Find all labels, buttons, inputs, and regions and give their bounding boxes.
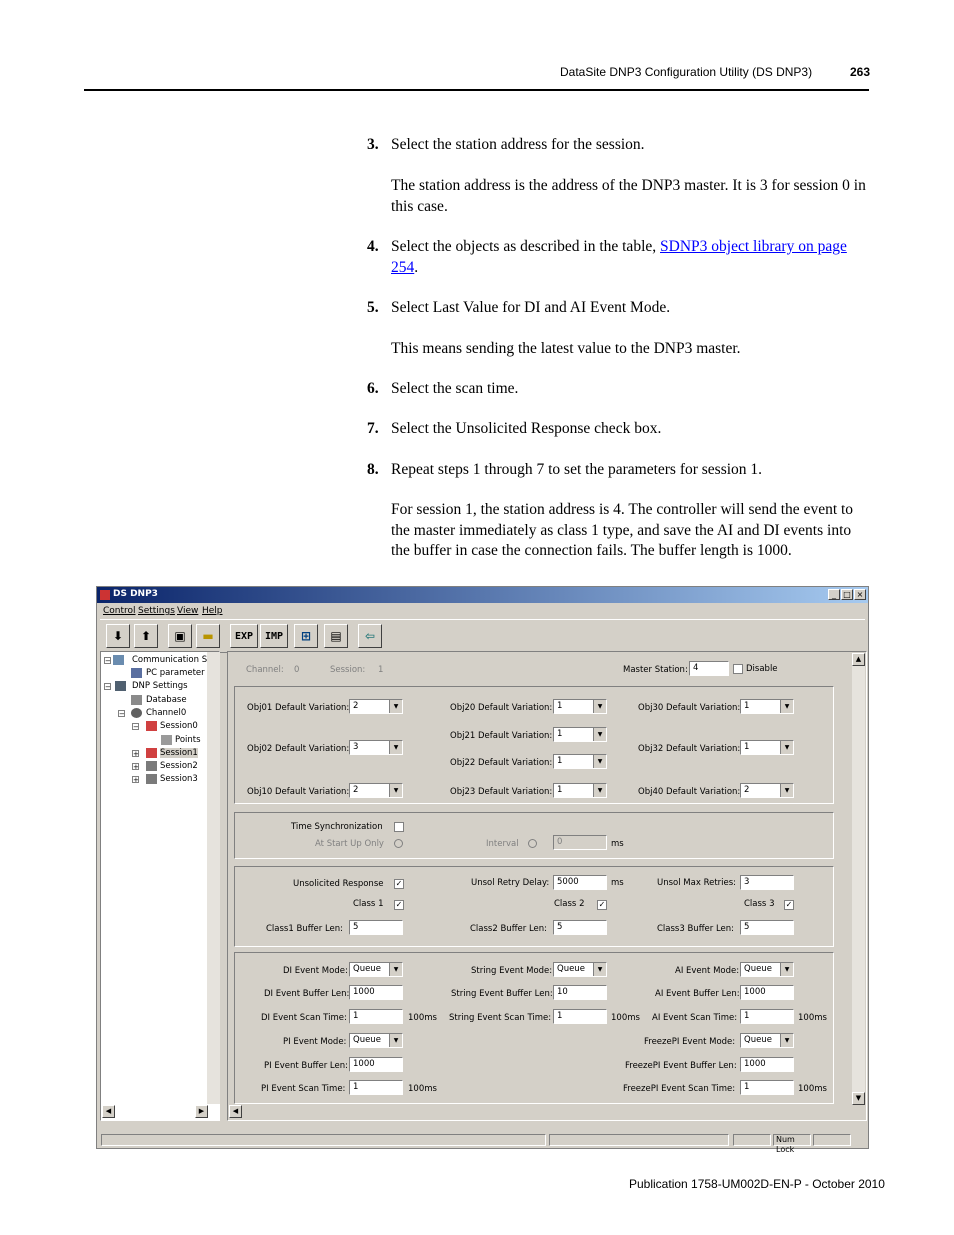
save-button[interactable] [168, 624, 192, 648]
session-icon [146, 761, 157, 771]
session-icon [146, 774, 157, 784]
class1-label: Class 1 [353, 899, 384, 909]
points-icon [161, 735, 172, 745]
import-button[interactable]: IMP [260, 624, 288, 648]
step-6: 6. Select the scan time. [367, 380, 519, 397]
pi-event-mode-label: PI Event Mode: [283, 1037, 347, 1047]
numlock-indicator: Num Lock [773, 1134, 811, 1146]
obj40-label: Obj40 Default Variation: [638, 787, 741, 797]
step-4: 4. Select the objects as described in the table, [367, 238, 657, 255]
expand-icon[interactable]: + [133, 763, 139, 771]
class3-buffer-input[interactable]: 5 [740, 920, 794, 935]
step-5: 5. Select Last Value for DI and AI Event Mode. [367, 299, 671, 316]
obj40-select[interactable]: 2 ▼ [740, 783, 794, 798]
unsol-retry-input[interactable]: 5000 [553, 875, 607, 890]
chevron-down-icon: ▼ [780, 700, 793, 713]
di-scan-unit: 100ms [408, 1013, 437, 1023]
string-event-scan-label: String Event Scan Time: [449, 1013, 552, 1023]
step-4-body: SDNP3 object library on page 254. [391, 238, 847, 276]
ai-event-buffer-input[interactable]: 1000 [740, 985, 794, 1000]
string-scan-unit: 100ms [611, 1013, 640, 1023]
disable-label: Disable [746, 664, 778, 674]
retry-unit: ms [611, 878, 624, 888]
step-7: 7. Select the Unsolicited Response check box. [367, 420, 662, 437]
gear-icon [131, 708, 142, 718]
obj22-select[interactable]: 1 ▼ [553, 754, 607, 769]
pi-event-buffer-label: PI Event Buffer Len: [264, 1061, 348, 1071]
obj30-select[interactable]: 1 ▼ [740, 699, 794, 714]
start-up-only-label: At Start Up Only [315, 839, 384, 849]
wrench-icon [115, 681, 126, 691]
scroll-up-button[interactable]: ▲ [852, 653, 865, 666]
status-bar [97, 1132, 868, 1154]
obj10-label: Obj10 Default Variation: [247, 787, 350, 797]
disable-checkbox[interactable] [733, 664, 743, 674]
pi-event-scan-input[interactable]: 1 [349, 1080, 403, 1095]
string-event-buffer-label: String Event Buffer Len: [451, 989, 553, 999]
obj10-select[interactable]: 2 ▼ [349, 783, 403, 798]
obj23-label: Obj23 Default Variation: [450, 787, 553, 797]
class1-checkbox[interactable]: ✓ [395, 900, 403, 909]
export-button[interactable]: EXP [230, 624, 258, 648]
ds-dnp3-window [96, 586, 869, 1154]
di-event-buffer-label: DI Event Buffer Len: [264, 989, 350, 999]
tree-vertical-scrollbar[interactable] [207, 652, 220, 1104]
chevron-down-icon: ▼ [593, 784, 606, 797]
string-event-scan-input[interactable]: 1 [553, 1009, 607, 1024]
status-pane [813, 1134, 851, 1146]
freezepi-event-buffer-label: FreezePI Event Buffer Len: [625, 1061, 737, 1071]
database-icon [131, 695, 142, 705]
freezepi-event-scan-label: FreezePI Event Scan Time: [623, 1084, 736, 1094]
unsolicited-group [234, 866, 834, 947]
ai-event-mode-label: AI Event Mode: [675, 966, 740, 976]
step-8: 8. Repeat steps 1 through 7 to set the parameters for session 1. [367, 461, 763, 478]
freezepi-event-mode-label: FreezePI Event Mode: [644, 1037, 736, 1047]
network-icon: ⊞ [300, 629, 312, 643]
exit-button[interactable] [358, 624, 382, 648]
tree-item-session2[interactable]: Session2 [160, 761, 198, 771]
ai-event-mode-select[interactable]: Queue ▼ [740, 962, 794, 977]
chevron-down-icon: ▼ [389, 700, 402, 713]
obj21-label: Obj21 Default Variation: [450, 731, 553, 741]
class3-buffer-label: Class3 Buffer Len: [657, 924, 735, 934]
menu-bar [97, 604, 868, 618]
unsol-response-label: Unsolicited Response [293, 879, 384, 889]
time-sync-checkbox[interactable] [394, 822, 404, 832]
status-pane [549, 1134, 729, 1146]
pi-event-mode-select[interactable]: Queue ▼ [349, 1033, 403, 1048]
menu-help[interactable]: Help [202, 606, 223, 616]
unsol-retry-label: Unsol Retry Delay: [471, 878, 550, 888]
scroll-right-button[interactable]: ▶ [195, 1105, 208, 1118]
minimize-button[interactable]: _ [828, 589, 840, 600]
tree-item-communication[interactable]: Communication S [132, 655, 208, 665]
chevron-down-icon: ▼ [780, 963, 793, 976]
unsol-max-retries-label: Unsol Max Retries: [657, 878, 737, 888]
chevron-down-icon: ▼ [593, 700, 606, 713]
header-rule [84, 89, 869, 91]
obj20-label: Obj20 Default Variation: [450, 703, 553, 713]
freezepi-event-scan-input[interactable]: 1 [740, 1080, 794, 1095]
save-icon: ▣ [174, 629, 186, 643]
download-icon: ⬇ [112, 629, 124, 643]
string-event-buffer-input[interactable]: 10 [553, 985, 607, 1000]
interval-unit: ms [611, 839, 624, 849]
di-event-mode-select[interactable]: Queue ▼ [349, 962, 403, 977]
chevron-down-icon: ▼ [780, 1034, 793, 1047]
class3-label: Class 3 [744, 899, 775, 909]
chevron-down-icon: ▼ [389, 963, 402, 976]
freezepi-scan-unit: 100ms [798, 1084, 827, 1094]
page-number: 263 [850, 65, 871, 79]
class2-checkbox[interactable]: ✓ [598, 900, 606, 909]
freezepi-event-buffer-input[interactable]: 1000 [740, 1057, 794, 1072]
status-pane-main [101, 1134, 546, 1146]
menu-view[interactable]: View [177, 606, 199, 616]
unsol-max-retries-input[interactable]: 3 [740, 875, 794, 890]
session-label: Session: [330, 665, 366, 675]
obj32-label: Obj32 Default Variation: [638, 744, 741, 754]
tree-item-channel0[interactable]: Channel0 [146, 708, 187, 718]
exit-icon: ⇦ [364, 629, 376, 643]
class1-buffer-label: Class1 Buffer Len: [266, 924, 344, 934]
class2-label: Class 2 [554, 899, 585, 909]
start-up-only-radio[interactable] [394, 839, 403, 848]
freezepi-event-mode-select[interactable]: Queue ▼ [740, 1033, 794, 1048]
obj01-select[interactable]: 2 ▼ [349, 699, 403, 714]
interval-input[interactable]: 0 [553, 835, 607, 850]
obj23-select[interactable]: 1 ▼ [553, 783, 607, 798]
string-event-mode-select[interactable]: Queue ▼ [553, 962, 607, 977]
obj30-label: Obj30 Default Variation: [638, 703, 741, 713]
tree-item-session3[interactable]: Session3 [160, 774, 198, 784]
class2-buffer-label: Class2 Buffer Len: [470, 924, 548, 934]
chevron-down-icon: ▼ [389, 741, 402, 754]
class2-buffer-input[interactable]: 5 [553, 920, 607, 935]
expand-icon[interactable]: + [133, 776, 139, 784]
chevron-down-icon: ▼ [593, 728, 606, 741]
obj21-select[interactable]: 1 ▼ [553, 727, 607, 742]
menu-control[interactable]: Control [103, 606, 136, 616]
object-variation-group [234, 686, 834, 804]
obj20-select[interactable]: 1 ▼ [553, 699, 607, 714]
step-3: 3. Select the station address for the session. [367, 136, 645, 153]
class1-buffer-input[interactable]: 5 [349, 920, 403, 935]
time-sync-label: Time Synchronization [291, 822, 383, 832]
master-station-input[interactable]: 4 [689, 661, 729, 676]
step-5-note: This means sending the latest value to the DNP3 master. [391, 340, 741, 357]
session-value: 1 [378, 665, 384, 675]
collapse-icon[interactable]: − [105, 657, 111, 665]
string-event-mode-label: String Event Mode: [471, 966, 553, 976]
session-icon [146, 721, 157, 731]
collapse-icon[interactable]: − [133, 723, 139, 731]
collapse-icon[interactable]: − [105, 683, 111, 691]
main-vertical-scrollbar[interactable] [852, 653, 865, 1105]
channel-value: 0 [294, 665, 300, 675]
time-sync-group [234, 812, 834, 859]
scroll-left-button[interactable]: ◀ [102, 1105, 115, 1118]
tree-item-pc-parameter[interactable]: PC parameter [146, 668, 205, 678]
sdnp3-object-library-link[interactable]: SDNP3 object library on page 254 [391, 238, 847, 276]
status-pane [733, 1134, 771, 1146]
footer-publication: Publication 1758-UM002D-EN-P - October 2010 [629, 1177, 885, 1191]
obj02-label: Obj02 Default Variation: [247, 744, 350, 754]
pi-event-scan-label: PI Event Scan Time: [261, 1084, 346, 1094]
tree-item-dnp-settings[interactable]: DNP Settings [132, 681, 188, 691]
tree-panel [100, 651, 220, 1121]
open-folder-icon: ▬ [202, 629, 214, 643]
pc-icon [131, 668, 142, 678]
running-header: DataSite DNP3 Configuration Utility (DS DNP3) [560, 65, 813, 79]
close-button[interactable]: × [854, 589, 866, 600]
chevron-down-icon: ▼ [593, 755, 606, 768]
event-settings-group [234, 952, 834, 1104]
tree-item-points[interactable]: Points [175, 735, 201, 745]
chevron-down-icon: ▼ [389, 1034, 402, 1047]
maximize-button[interactable]: □ [841, 589, 853, 600]
chevron-down-icon: ▼ [780, 784, 793, 797]
ai-event-scan-input[interactable]: 1 [740, 1009, 794, 1024]
title-bar [97, 587, 868, 603]
download-button[interactable] [106, 624, 130, 648]
module-icon: ▤ [330, 629, 342, 643]
ai-event-scan-label: AI Event Scan Time: [652, 1013, 738, 1023]
open-button[interactable] [196, 624, 220, 648]
chevron-down-icon: ▼ [780, 741, 793, 754]
computer-icon [113, 655, 124, 665]
di-event-scan-input[interactable]: 1 [349, 1009, 403, 1024]
obj02-select[interactable]: 3 ▼ [349, 740, 403, 755]
class3-checkbox[interactable]: ✓ [785, 900, 793, 909]
main-scroll-left-button[interactable]: ◀ [229, 1105, 242, 1118]
di-event-scan-label: DI Event Scan Time: [261, 1013, 347, 1023]
window-title: DS DNP3 [113, 589, 158, 599]
channel-label: Channel: [246, 665, 284, 675]
session-icon [146, 748, 157, 758]
pi-scan-unit: 100ms [408, 1084, 437, 1094]
upload-icon: ⬆ [140, 629, 152, 643]
tree-item-session0[interactable]: Session0 [160, 721, 198, 731]
expand-icon[interactable]: + [133, 750, 139, 758]
collapse-icon[interactable]: − [119, 710, 125, 718]
ai-scan-unit: 100ms [798, 1013, 827, 1023]
obj32-select[interactable]: 1 ▼ [740, 740, 794, 755]
chevron-down-icon: ▼ [389, 784, 402, 797]
module-button[interactable] [324, 624, 348, 648]
step-8-note: For session 1, the station address is 4. The controller will send the event to the master immediately as class 1 type, and save the AI and DI events into the buffer in case the connection fails. The buffer length is 1000. [391, 501, 854, 559]
menu-settings[interactable]: Settings [138, 606, 175, 616]
toolbar [100, 619, 865, 653]
tree-item-database[interactable]: Database [146, 695, 187, 705]
unsol-response-checkbox[interactable]: ✓ [395, 879, 403, 888]
interval-label: Interval [486, 839, 519, 849]
obj22-label: Obj22 Default Variation: [450, 758, 553, 768]
chevron-down-icon: ▼ [593, 963, 606, 976]
network-button[interactable] [294, 624, 318, 648]
app-icon [100, 590, 110, 600]
master-station-label: Master Station: [623, 665, 688, 675]
interval-radio[interactable] [528, 839, 537, 848]
di-event-buffer-input[interactable]: 1000 [349, 985, 403, 1000]
obj01-label: Obj01 Default Variation: [247, 703, 350, 713]
session-settings-panel [227, 651, 867, 1121]
ai-event-buffer-label: AI Event Buffer Len: [655, 989, 740, 999]
pi-event-buffer-input[interactable]: 1000 [349, 1057, 403, 1072]
step-3-note: The station address is the address of the DNP3 master. It is 3 for session 0 in this case. [391, 177, 866, 215]
di-event-mode-label: DI Event Mode: [283, 966, 348, 976]
tree-item-session1[interactable]: Session1 [160, 748, 198, 758]
scroll-down-button[interactable]: ▼ [852, 1092, 865, 1105]
upload-button[interactable] [134, 624, 158, 648]
